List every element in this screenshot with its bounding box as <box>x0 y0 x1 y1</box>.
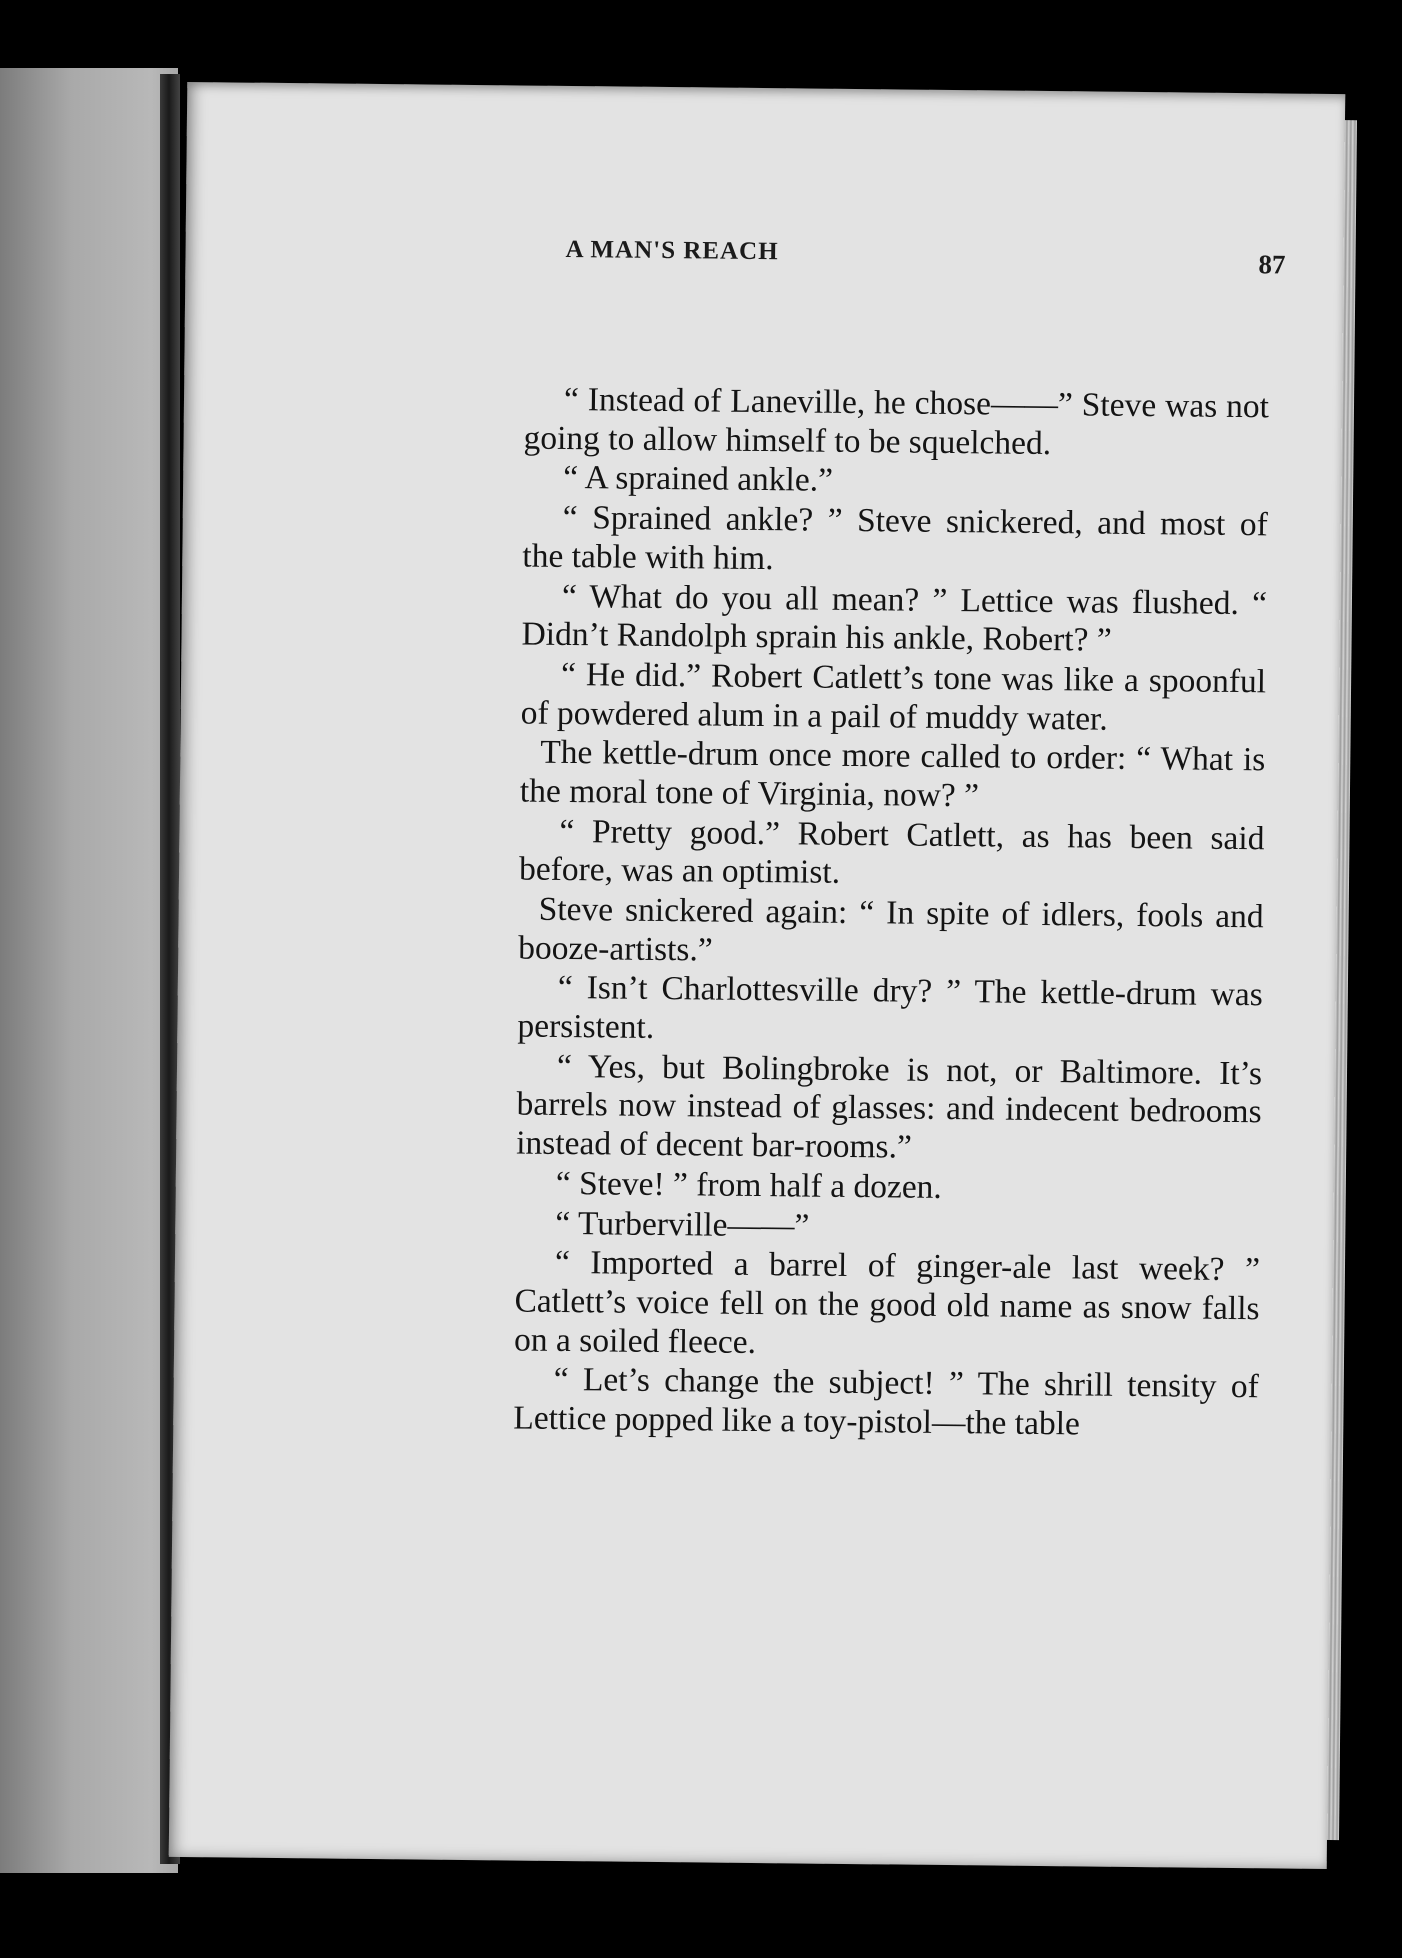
paragraph: “ A sprained ankle.” <box>563 459 834 500</box>
paragraph: “ What do you all mean? ” Lettice was flushed. “ Didn’t Randolph sprain his ankle, Robert? ” <box>521 577 1268 659</box>
paragraph: “ He did.” Robert Catlett’s tone was like a spoonful of powdered alum in a pail of muddy water. <box>520 655 1267 738</box>
page-header <box>565 235 1286 280</box>
paragraph: “ Pretty good.” Robert Catlett, as has been said before, was an optimist. <box>518 812 1265 892</box>
paragraph: Steve snickered again: “ In spite of idlers, fools and booze-artists.” <box>518 890 1264 969</box>
paragraph: “ Let’s change the subject! ” The shrill tensity of Lettice popped like a toy-pistol—the table <box>513 1361 1259 1443</box>
previous-page-edge <box>0 68 178 1873</box>
paragraph: The kettle-drum once more called to order: “ What is the moral tone of Virginia, now? ” <box>519 734 1266 815</box>
running-head: A MAN'S REACH <box>565 235 779 266</box>
paragraph: “ Sprained ankle? ” Steve snickered, and most of the table with him. <box>522 499 1268 577</box>
paragraph: “ Steve! ” from half a dozen. <box>555 1164 943 1206</box>
paragraph: “ Imported a barrel of ginger-ale last week? ” Catlett’s voice fell on the good old name as snow falls on a soiled fleece. <box>513 1244 1261 1361</box>
body-text <box>513 381 1269 1447</box>
paragraph: “ Instead of Laneville, he chose——” Steve was not going to allow himself to be squelched. <box>523 380 1270 462</box>
page-number: 87 <box>1258 249 1286 280</box>
paragraph: “ Isn’t Charlottesville dry? ” The kettle-drum was persistent. <box>517 969 1264 1046</box>
paragraph: “ Turberville——” <box>555 1204 810 1245</box>
paragraph: “ Yes, but Bolingbroke is not, or Baltimore. It’s barrels now instead of glasses: and indecent bedrooms instead of decent bar-rooms.” <box>516 1047 1263 1166</box>
book-page <box>169 82 1346 1869</box>
